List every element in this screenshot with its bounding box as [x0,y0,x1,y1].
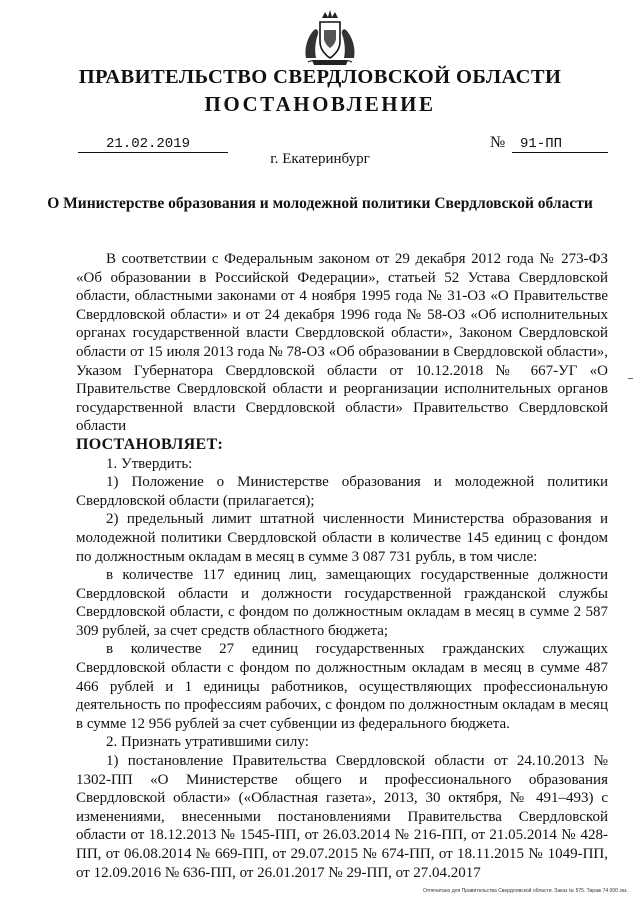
document-body [76,250,608,882]
clause-1: 1. Утвердить: [106,455,193,472]
preamble-paragraph: В соответствии с Федеральным законом от 29 декабря 2012 года № 273-ФЗ «Об образовании в Российской Федерации», статьей 52 Устава Свердловской области, областными законами от 4 ноября 1995 года № 31-ОЗ «О Правительстве Свердловской области» и от 24 декабря 1996 года № 58-ОЗ «Об исполнительных органах государственной власти Свердловской области», Законом Свердловской области от 15 июля 2013 года № 78-ОЗ «Об образовании в Свердловской области», Указом Губернатора Свердловской области от 10.12.2018 № 667-УГ «О Правительстве Свердловской области и реорганизации исполнительных органов государственной власти Свердловской области» Правительство Свердловской области [76,251,608,435]
clause-2: 2. Признать утратившими силу: [106,734,309,751]
document-type: ПОСТАНОВЛЕНИЕ [204,92,436,116]
city: г. Екатеринбург [270,151,370,167]
government-name: ПРАВИТЕЛЬСТВО СВЕРДЛОВСКОЙ ОБЛАСТИ [78,66,562,88]
clause-1-1: 1) Положение о Министерстве образования и молодежной политики Свердловской области (прилагается); [76,474,608,509]
number-label: № [490,134,506,151]
document-number: 91-ПП [512,136,608,153]
clause-1-2-b: в количестве 27 единиц государственных гражданских служащих Свердловской области с фондом по должностным окладам в месяц в сумме 487 466 рублей и 1 единицы работников, осуществляющих профессиональную деятельность по профессиям рабочих, с фондом по должностным окладам в месяц в сумме 12 956 рублей за счет субвенции из федерального бюджета. [76,641,608,732]
decree-heading: ПОСТАНОВЛЯЕТ: [76,435,224,453]
print-footer: Отпечатано для Правительства Свердловской области. Заказ № 575. Тираж 74 000 экз. [423,888,628,894]
coat-of-arms-icon [300,8,360,68]
clause-1-2-a: в количестве 117 единиц лиц, замещающих государственные должности Свердловской области и должности государственной гражданской службы Свердловской области, с фондом по должностным окладам в месяц в сумме 2 587 309 рублей, за счет средств областного бюджета; [76,567,608,639]
clause-1-2: 2) предельный лимит штатной численности Министерства образования и молодежной политики Свердловской области в количестве 145 единиц с фондом по должностным окладам в месяц в сумме 3 087 731 рубль, в том числе: [76,511,608,565]
document-title: О Министерстве образования и молодежной политики Свердловской области [47,195,593,212]
margin-mark [628,378,633,379]
clause-2-1: 1) постановление Правительства Свердловской области от 24.10.2013 № 1302-ПП «О Министерстве общего и профессионального образования Свердловской области» («Областная газета», 2013, 30 октября, № 491–493) с изменениями, внесенными постановлениями Правительства Свердловской области от 18.12.2013 № 1545-ПП, от 26.03.2014 № 216-ПП, от 21.05.2014 № 428-ПП, от 06.08.2014 № 669-ПП, от 29.07.2015 № 674-ПП, от 18.11.2015 № 1049-ПП, от 12.09.2016 № 636-ПП, от 26.01.2017 № 29-ПП, от 27.04.2017 [76,753,608,881]
document-date: 21.02.2019 [78,136,228,153]
